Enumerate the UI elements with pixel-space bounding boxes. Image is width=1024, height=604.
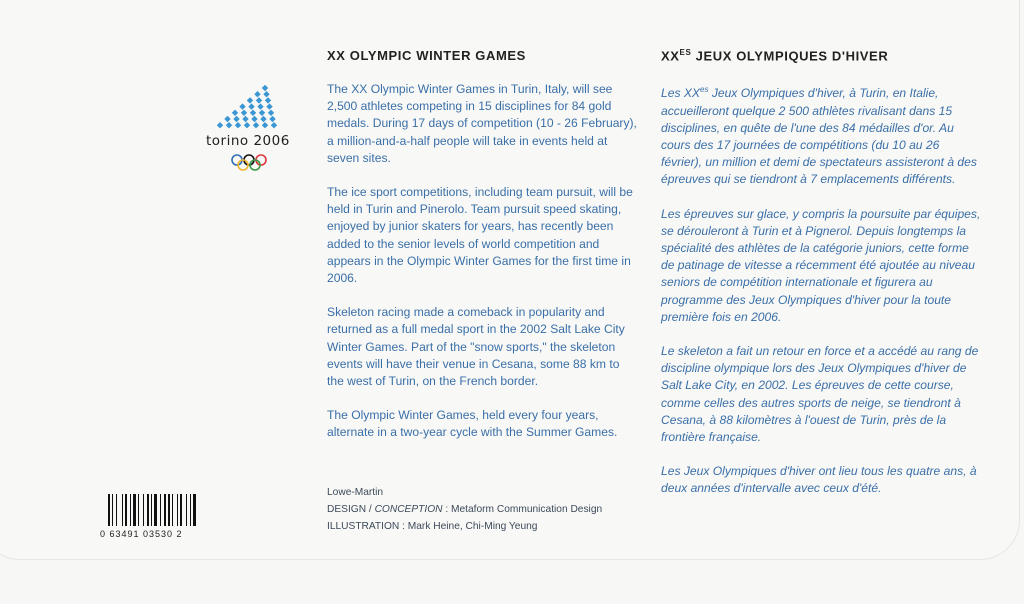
french-intro-rest: Jeux Olympiques d'hiver, à Turin, en Italie, accueilleront quelque 2 500 athlètes rivalisant dans 15 disciplines, en quête de l'une des 84 médailles d'or. Au cours des 17 journées de compétitions (du 10 au 26 février), un million et demi de spectateurs assisteront à des épreuves qui se tiendront à 7 emplacements différents. [661,86,977,187]
logo-diamond [244,122,250,128]
logo-diamond [265,97,271,103]
barcode-bar [154,494,157,526]
torino-2006-logo [203,80,293,175]
logo-diamond [241,110,247,116]
logo-diamond [254,91,260,97]
logo-wordmark: torino 2006 [206,133,290,149]
barcode-bar [193,494,196,526]
logo-diamond [268,110,274,116]
logo-diamond [263,91,269,97]
logo-diamond [224,116,230,122]
english-title: XX OLYMPIC WINTER GAMES [327,48,526,63]
barcode-number: 0 63491 03530 2 [100,529,183,539]
english-paragraph: The XX Olympic Winter Games in Turin, Italy, will see 2,500 athletes competing in 15 disciplines for 84 gold medals. During 17 days of competition (10 - 26 February), a million-and-a-half people will take in events held at seven sites. [327,82,637,165]
barcode-bar [143,494,144,526]
barcode-bar [130,494,131,526]
logo-diamond [266,103,272,109]
logo-diamond [262,122,268,128]
barcode-bar [177,494,178,526]
logo-diamond [232,110,238,116]
french-paragraph: Les Jeux Olympiques d'hiver ont lieu tous les quatre ans, à deux années d'intervalle avec ceux d'été. [661,464,977,496]
design-value: Metaform Communication Design [450,504,603,515]
barcode-bar [122,494,123,526]
logo-diamond [226,122,232,128]
logo-diamond [256,97,262,103]
english-paragraph: The Olympic Winter Games, held every four years, alternate in a two-year cycle with the Summer Games. [327,408,618,440]
logo-diamond [248,103,254,109]
logo-diamond [233,116,239,122]
logo-diamond [260,116,266,122]
french-title-prefix: XX [661,48,680,64]
logo-diamond [250,110,256,116]
barcode-bar [125,494,127,526]
barcode-bar [180,494,182,526]
illustration-value: Mark Heine, Chi-Ming Yeung [407,521,538,532]
french-intro-sup: es [700,85,709,95]
logo-diamond [217,122,223,128]
olympic-rings-and-mole-icon [203,80,293,175]
english-paragraph: Skeleton racing made a comeback in popularity and returned as a full medal sport in the 2002 Salt Lake City Winter Games. Part of the "snow sports," the skeleton events will have their venue in Cesana, some 88 km to the west of Turin, on the French border. [327,305,625,389]
french-title-sup: ES [679,48,692,57]
design-label: DESIGN [327,504,367,515]
illustration-label: ILLUSTRATION [327,521,400,532]
logo-diamond [242,116,248,122]
barcode-bar [147,494,149,526]
barcode-bar [151,494,152,526]
conception-label: CONCEPTION [374,504,443,515]
barcode-bar [172,494,173,526]
credits [327,484,602,535]
french-paragraph: Le skeleton a fait un retour en force et a accédé au rang de discipline olympique lors des Jeux Olympiques d'hiver de Salt Lake City, en 2002. Les épreuves de cette course, comme celles des autres sports de neige, se tiendront à Cesana, à 88 kilomètres à l'ouest de Turin, près de la frontière française. [661,344,979,445]
logo-diamond [239,103,245,109]
barcode-bar [190,494,191,526]
french-paragraph [661,81,981,188]
logo-diamond [259,110,265,116]
barcode-bars [108,494,198,526]
barcode-bar [164,494,166,526]
design-credit: DESIGN / CONCEPTION : Metaform Communication Design [327,504,603,515]
logo-diamond [257,103,263,109]
logo-diamond [269,116,275,122]
barcode-bar [168,494,170,526]
french-title-rest: JEUX OLYMPIQUES D'HIVER [691,48,889,64]
logo-diamond [262,85,268,91]
barcode-bar [116,494,117,526]
barcode-bar [186,494,187,526]
french-intro-prefix: Les XX [661,86,700,101]
illustration-credit: ILLUSTRATION : Mark Heine, Chi-Ming Yeung [327,521,538,532]
printer-credit: Lowe-Martin [327,487,384,498]
french-column [661,48,981,515]
english-column [327,48,637,459]
logo-diamond [247,97,253,103]
barcode [100,494,210,544]
barcode-bar [112,494,113,526]
logo-diamond [253,122,259,128]
barcode-bar [160,494,161,526]
french-paragraph: Les épreuves sur glace, y compris la poursuite par équipes, se dérouleront à Turin et à Pignerol. Depuis longtemps la spécialité des athlètes de la catégorie juniors, cette forme de patinage de vitesse a récemment été ajoutée au niveau seniors de compétition internationale et figurera au programme des Jeux Olympiques d'hiver pour la toute première fois en 2006. [661,206,981,324]
barcode-bar [108,494,110,526]
english-paragraph: The ice sport competitions, including team pursuit, will be held in Turin and Pinerolo. Team pursuit speed skating, enjoyed by junior skaters for years, has recently been added to the senior levels of world competition and appears in the Olympic Winter Games for the first time in 2006. [327,185,633,286]
logo-diamond [251,116,257,122]
french-title [661,48,981,63]
barcode-bar [133,494,136,526]
logo-diamond [271,122,277,128]
logo-diamond [235,122,241,128]
barcode-bar [138,494,139,526]
